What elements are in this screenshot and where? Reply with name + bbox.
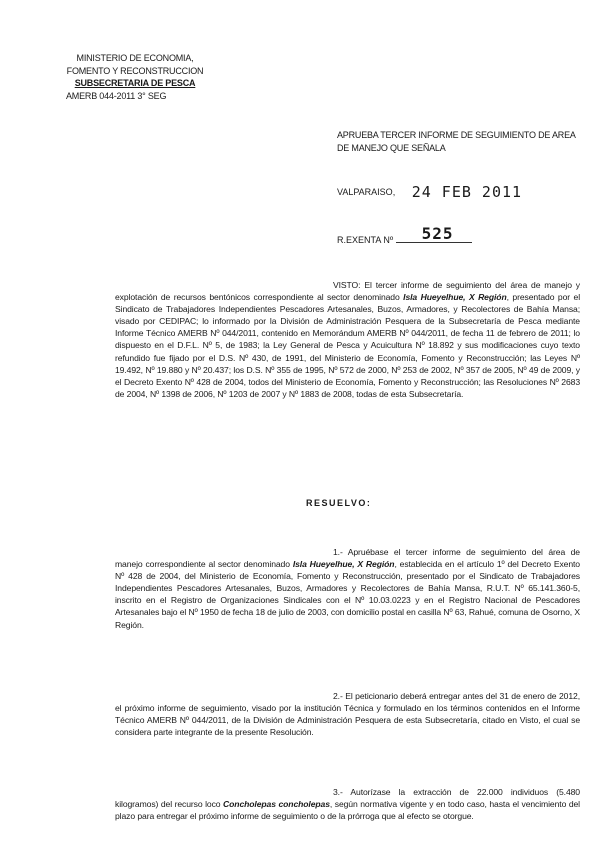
resuelvo-heading: RESUELVO:: [306, 498, 372, 508]
article-3-number: 3.-: [333, 787, 343, 797]
visto-label: VISTO:: [333, 280, 361, 290]
date-label: VALPARAISO,: [337, 187, 396, 197]
article-2: 2.- El peticionario deberá entregar antes del 31 de enero de 2012, el próximo informe de seguimiento, visado por la institución Técnica y formulado en los términos contenidos en el Informe Técnico AMERB Nº 044/2011, de la División de Administración Pesquera de esta Subsecretaría, citado en Visto, el cual se considera parte integrante de la presente Resolución.: [115, 691, 580, 738]
letterhead: [60, 52, 210, 102]
ministry-name-cont: FOMENTO Y RECONSTRUCCION: [66, 65, 204, 76]
sector-name: Isla Hueyelhue, X Región: [292, 559, 395, 570]
article-1-number: 1.-: [333, 547, 343, 557]
resolution-subject: APRUEBA TERCER INFORME DE SEGUIMIENTO DE AREA DE MANEJO QUE SEÑALA: [337, 130, 576, 153]
article-3: 3.- Autorízase la extracción de 22.000 individuos (5.480 kilogramos) del recurso loco Concholepas concholepas, según normativa vigente y en todo caso, hasta el vencimiento del plazo para entregar el próximo informe de seguimiento o de la prórroga que al efecto se otorgue.: [115, 787, 580, 822]
reference-code: AMERB 044-2011 3° SEG: [66, 90, 167, 101]
resolution-number-underline: [396, 224, 472, 243]
ministry-name: MINISTERIO DE ECONOMIA,: [76, 53, 194, 63]
resolution-number: 525: [421, 224, 454, 243]
visto-paragraph: VISTO: El tercer informe de seguimiento del área de manejo y explotación de recursos bentónicos correspondiente al sector denominado Isla Hueyelhue, X Región, presentado por el Sindicato de Trabajadores Independientes Pescadores Artesanales, Buzos, Armadores, y Recolectores de Bahía Mansa; visado por CEDIPAC; lo informado por la División de Administración Pesquera de la Subsecretaría de Pesca mediante Informe Técnico AMERB Nº 044/2011, contenido en Memorándum AMERB Nº 044/2011, de fecha 11 de febrero de 2011; lo dispuesto en el D.F.L. Nº 5, de 1983; la Ley General de Pesca y Acuicultura Nº 18.892 y sus modificaciones cuyo texto refundido fue fijado por el D.S. Nº 430, de 1991, del Ministerio de Economía, Fomento y Reconstrucción; las Leyes Nº 19.492, Nº 19.880 y Nº 20.437; los D.S. Nº 355 de 1995, Nº 572 de 2000, Nº 253 de 2002, Nº 357 de 2005, Nº 49 de 2009, y el Decreto Exento Nº 428 de 2004, todos del Ministerio de Economía, Fomento y Reconstrucción; las Resoluciones Nº 2683 de 2004, Nº 1398 de 2006, Nº 1203 de 2007 y Nº 1883 de 2008, todas de esta Subsecretaría.: [115, 280, 581, 399]
article-2-number: 2.-: [333, 691, 343, 701]
article-1: 1.- Apruébase el tercer informe de seguimiento del área de manejo correspondiente al sector denominado Isla Hueyelhue, X Región, establecida en el artículo 1º del Decreto Exento Nº 428 de 2004, del Ministerio de Economía, Fomento y Reconstrucción, presentado por el Sindicato de Trabajadores Independientes Pescadores Artesanales, Buzos, Armadores y Recolectores de Bahía Mansa, R.U.T. Nº 65.141.360-5, inscrito en el Registro de Organizaciones Sindicales con el Nº 10.03.0223 y en el Registro Nacional de Pescadores Artesanales bajo el Nº 1950 de fecha 18 de julio de 2003, con domicilio postal en casilla Nº 63, Rahué, comuna de Osorno, X Región.: [115, 547, 580, 630]
resolution-number-line: [337, 224, 472, 245]
date-line: [337, 181, 522, 199]
subsecretary-name: SUBSECRETARIA DE PESCA: [74, 78, 196, 88]
date-stamp: 24 FEB 2011: [411, 183, 523, 201]
sector-name: Isla Hueyelhue, X Región: [403, 292, 507, 303]
resolution-number-label: R.EXENTA Nº: [337, 235, 394, 245]
species-name: Concholepas concholepas: [223, 799, 330, 810]
